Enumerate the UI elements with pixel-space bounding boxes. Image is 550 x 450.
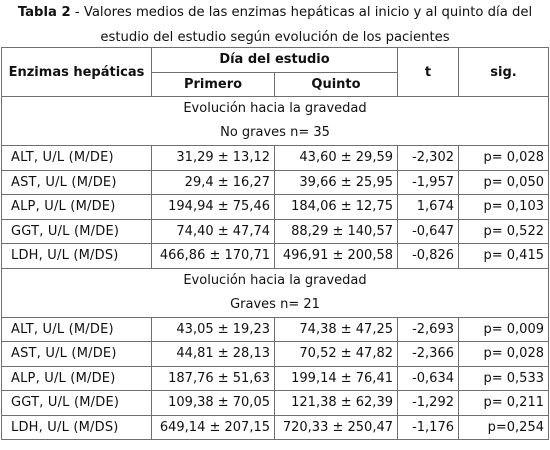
cell-sig: p= 0,009 bbox=[459, 317, 549, 342]
cell-primero: 44,81 ± 28,13 bbox=[152, 342, 275, 367]
cell-primero: 194,94 ± 75,46 bbox=[152, 195, 275, 220]
cell-primero: 31,29 ± 13,12 bbox=[152, 146, 275, 171]
table-row bbox=[2, 195, 549, 220]
table-caption bbox=[0, 0, 550, 50]
cell-primero: 109,38 ± 70,05 bbox=[152, 391, 275, 416]
cell-primero: 43,05 ± 19,23 bbox=[152, 317, 275, 342]
cell-quinto: 88,29 ± 140,57 bbox=[275, 219, 398, 244]
group-header-cell bbox=[2, 268, 549, 317]
table-row bbox=[2, 244, 549, 269]
group-title: Evolución hacia la gravedad bbox=[183, 101, 367, 116]
header-sig: sig. bbox=[459, 48, 549, 97]
header-row-1 bbox=[2, 48, 549, 73]
cell-enzyme: GGT, U/L (M/DE) bbox=[2, 219, 152, 244]
header-primero: Primero bbox=[152, 72, 275, 97]
table-body bbox=[2, 97, 549, 440]
group-header-row bbox=[2, 268, 549, 317]
table-header bbox=[2, 48, 549, 97]
cell-primero: 74,40 ± 47,74 bbox=[152, 219, 275, 244]
enzymes-table bbox=[1, 47, 549, 440]
cell-sig: p= 0,522 bbox=[459, 219, 549, 244]
cell-primero: 649,14 ± 207,15 bbox=[152, 415, 275, 440]
cell-primero: 29,4 ± 16,27 bbox=[152, 170, 275, 195]
group-header-cell bbox=[2, 97, 549, 146]
cell-enzyme: AST, U/L (M/DE) bbox=[2, 342, 152, 367]
group-header-row bbox=[2, 97, 549, 146]
cell-primero: 187,76 ± 51,63 bbox=[152, 366, 275, 391]
cell-quinto: 720,33 ± 250,47 bbox=[275, 415, 398, 440]
cell-t: 1,674 bbox=[398, 195, 459, 220]
table-row bbox=[2, 146, 549, 171]
cell-quinto: 121,38 ± 62,39 bbox=[275, 391, 398, 416]
header-dia-estudio: Día del estudio bbox=[152, 48, 398, 73]
group-title: Evolución hacia la gravedad bbox=[183, 272, 367, 288]
caption-line-2: estudio del estudio según evolución de los pacientes bbox=[100, 30, 450, 45]
cell-sig: p=0,254 bbox=[459, 415, 549, 440]
table-row bbox=[2, 391, 549, 416]
cell-sig: p= 0,050 bbox=[459, 170, 549, 195]
cell-sig: p= 0,028 bbox=[459, 342, 549, 367]
table-row bbox=[2, 317, 549, 342]
cell-quinto: 496,91 ± 200,58 bbox=[275, 244, 398, 269]
cell-enzyme: ALP, U/L (M/DE) bbox=[2, 195, 152, 220]
table-row bbox=[2, 366, 549, 391]
cell-t: -1,292 bbox=[398, 391, 459, 416]
cell-t: -1,176 bbox=[398, 415, 459, 440]
caption-label: Tabla 2 bbox=[17, 5, 71, 20]
cell-quinto: 43,60 ± 29,59 bbox=[275, 146, 398, 171]
cell-t: -0,647 bbox=[398, 219, 459, 244]
cell-t: -0,634 bbox=[398, 366, 459, 391]
header-enzimas: Enzimas hepáticas bbox=[2, 48, 152, 97]
cell-quinto: 199,14 ± 76,41 bbox=[275, 366, 398, 391]
cell-quinto: 74,38 ± 47,25 bbox=[275, 317, 398, 342]
cell-t: -1,957 bbox=[398, 170, 459, 195]
caption-text-1: - Valores medios de las enzimas hepáticas al inicio y al quinto día del bbox=[70, 5, 533, 20]
cell-quinto: 184,06 ± 12,75 bbox=[275, 195, 398, 220]
cell-sig: p= 0,415 bbox=[459, 244, 549, 269]
group-subtitle: No graves n= 35 bbox=[220, 125, 330, 140]
table-row bbox=[2, 219, 549, 244]
cell-t: -0,826 bbox=[398, 244, 459, 269]
cell-enzyme: LDH, U/L (M/DS) bbox=[2, 415, 152, 440]
group-subtitle: Graves n= 21 bbox=[230, 296, 320, 312]
cell-enzyme: LDH, U/L (M/DS) bbox=[2, 244, 152, 269]
cell-enzyme: ALP, U/L (M/DE) bbox=[2, 366, 152, 391]
cell-sig: p= 0,533 bbox=[459, 366, 549, 391]
cell-quinto: 39,66 ± 25,95 bbox=[275, 170, 398, 195]
header-t: t bbox=[398, 48, 459, 97]
cell-enzyme: ALT, U/L (M/DE) bbox=[2, 317, 152, 342]
table-row bbox=[2, 415, 549, 440]
cell-sig: p= 0,028 bbox=[459, 146, 549, 171]
cell-enzyme: AST, U/L (M/DE) bbox=[2, 170, 152, 195]
cell-sig: p= 0,211 bbox=[459, 391, 549, 416]
header-quinto: Quinto bbox=[275, 72, 398, 97]
cell-t: -2,302 bbox=[398, 146, 459, 171]
table-row bbox=[2, 342, 549, 367]
cell-quinto: 70,52 ± 47,82 bbox=[275, 342, 398, 367]
cell-t: -2,693 bbox=[398, 317, 459, 342]
cell-t: -2,366 bbox=[398, 342, 459, 367]
table-row bbox=[2, 170, 549, 195]
caption-line-1 bbox=[0, 0, 550, 25]
cell-enzyme: ALT, U/L (M/DE) bbox=[2, 146, 152, 171]
cell-enzyme: GGT, U/L (M/DE) bbox=[2, 391, 152, 416]
cell-primero: 466,86 ± 170,71 bbox=[152, 244, 275, 269]
cell-sig: p= 0,103 bbox=[459, 195, 549, 220]
